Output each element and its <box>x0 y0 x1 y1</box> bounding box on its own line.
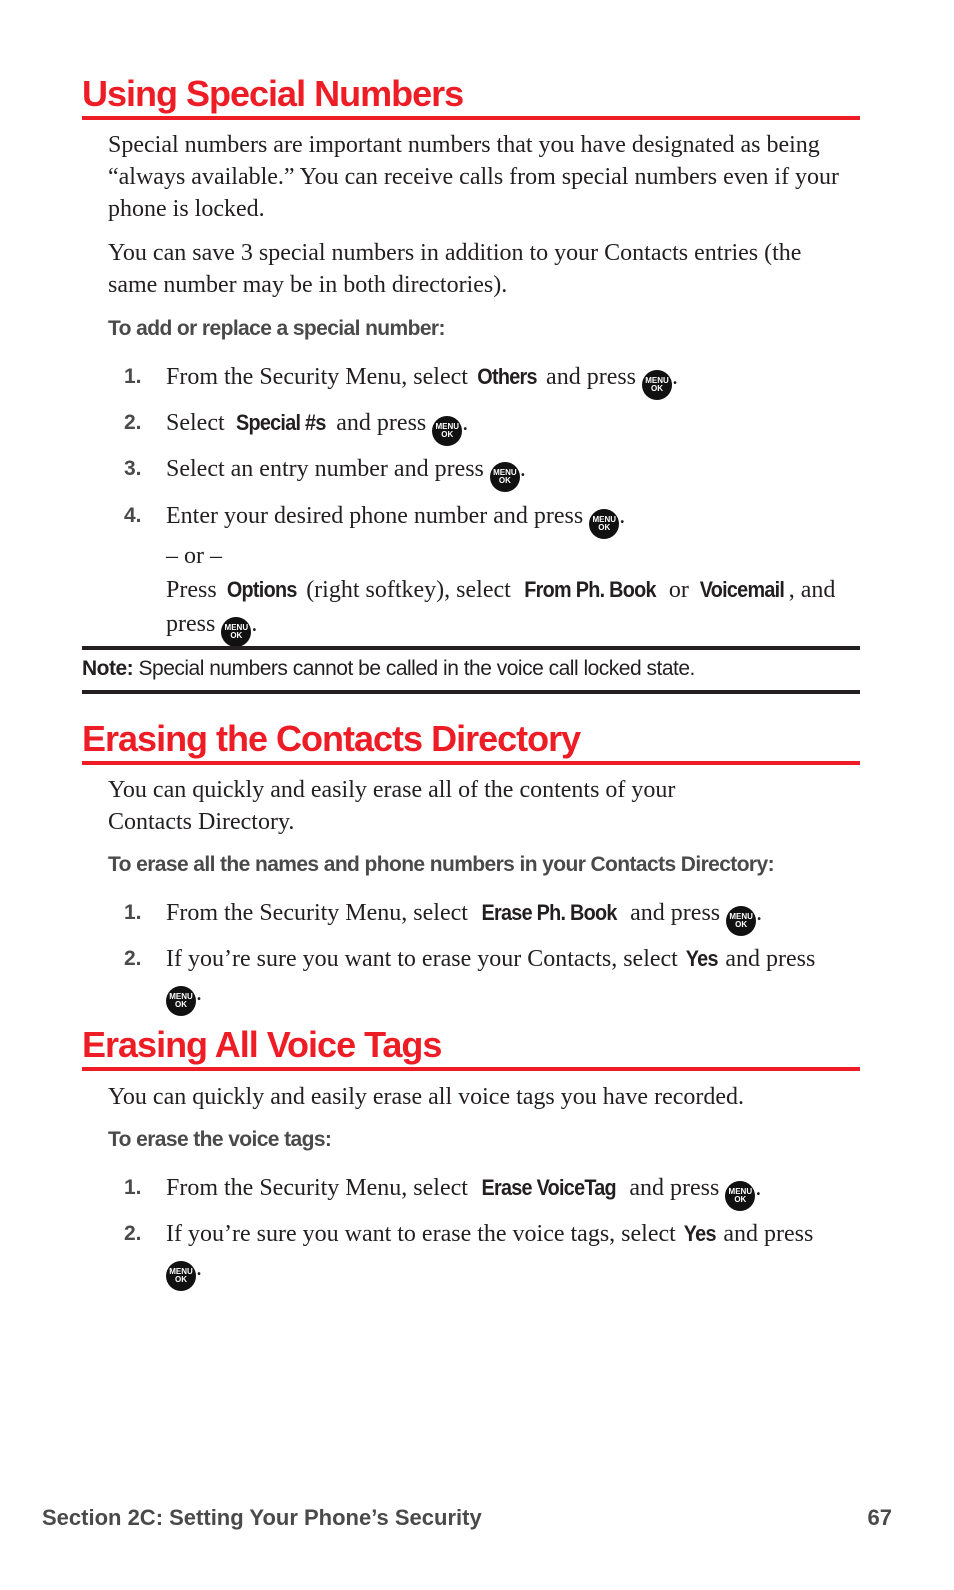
step-number: 1. <box>124 1176 142 1199</box>
step-text: Enter your desired phone number and press <box>166 503 590 529</box>
step-number: 1. <box>124 901 142 924</box>
step: 1. From the Security Menu, select Erase VoiceTag and press MENU OK . <box>124 1171 844 1211</box>
page-number: 67 <box>867 1505 892 1530</box>
note-text: Special numbers cannot be called in the voice call locked state. <box>133 657 695 680</box>
menu-option: Erase VoiceTag <box>481 1175 616 1200</box>
menu-ok-key-icon: MENU OK <box>221 617 251 647</box>
menu-ok-key-icon: MENU OK <box>432 416 462 446</box>
subheading: To erase the voice tags: <box>108 1128 332 1151</box>
or-separator: – or – <box>166 543 222 569</box>
menu-option: Options <box>226 577 297 602</box>
step-number: 2. <box>124 947 142 970</box>
section-heading: Using Special Numbers <box>82 74 860 120</box>
step: 2. Select Special #s and press MENU OK . <box>124 406 844 446</box>
step: 2. If you’re sure you want to erase the voice tags, select Yes and press MENU OK . <box>124 1217 844 1291</box>
step: 4. Enter your desired phone number and press MENU OK . – or – Press Options (right softkey), select From Ph. Book or Voicemail , and press MENU OK . <box>124 499 844 647</box>
step-text: and press <box>540 364 643 390</box>
paragraph: You can quickly and easily erase all of the contents of your Contacts Directory. <box>108 777 676 835</box>
menu-ok-key-icon: MENU OK <box>589 509 619 539</box>
menu-ok-key-icon: MENU OK <box>166 1261 196 1291</box>
note-box <box>82 646 860 694</box>
step-text: From the Security Menu, select <box>166 364 474 390</box>
step: 3. Select an entry number and press MENU OK . <box>124 452 844 492</box>
step: 1. From the Security Menu, select Others and press MENU OK . <box>124 360 844 400</box>
step-text: and press <box>330 410 433 436</box>
subheading: To erase all the names and phone numbers in your Contacts Directory: <box>108 853 774 876</box>
menu-ok-key-icon: MENU OK <box>725 1181 755 1211</box>
note-label: Note: <box>82 657 134 680</box>
step-text: Select an entry number and press <box>166 456 490 482</box>
section-heading: Erasing All Voice Tags <box>82 1025 860 1071</box>
section-heading: Erasing the Contacts Directory <box>82 719 860 765</box>
menu-option: Special #s <box>235 410 326 435</box>
menu-option: Erase Ph. Book <box>481 900 617 925</box>
step-number: 4. <box>124 504 142 527</box>
menu-ok-key-icon: MENU OK <box>726 906 756 936</box>
menu-option: Yes <box>685 946 718 971</box>
step-number: 2. <box>124 1222 142 1245</box>
menu-ok-key-icon: MENU OK <box>642 370 672 400</box>
step-number: 1. <box>124 365 142 388</box>
menu-ok-key-icon: MENU OK <box>166 986 196 1016</box>
step-number: 2. <box>124 411 142 434</box>
paragraph: You can quickly and easily erase all voice tags you have recorded. <box>108 1084 745 1110</box>
paragraph: Special numbers are important numbers that you have designated as being “always available.” You can receive calls from special numbers even if your phone is locked. <box>108 132 840 222</box>
subheading: To add or replace a special number: <box>108 317 445 340</box>
footer-section-title: Section 2C: Setting Your Phone’s Security <box>42 1505 482 1530</box>
paragraph: You can save 3 special numbers in addition to your Contacts entries (the same number may be in both directories). <box>108 240 802 298</box>
step: 1. From the Security Menu, select Erase Ph. Book and press MENU OK . <box>124 896 844 936</box>
menu-option: Voicemail <box>699 577 785 602</box>
menu-option: From Ph. Book <box>524 577 656 602</box>
step: 2. If you’re sure you want to erase your Contacts, select Yes and press MENU OK . <box>124 942 844 1016</box>
menu-option: Yes <box>683 1221 716 1246</box>
step-text: Select <box>166 410 231 436</box>
menu-option: Others <box>477 364 537 389</box>
menu-ok-key-icon: MENU OK <box>490 462 520 492</box>
step-number: 3. <box>124 457 142 480</box>
